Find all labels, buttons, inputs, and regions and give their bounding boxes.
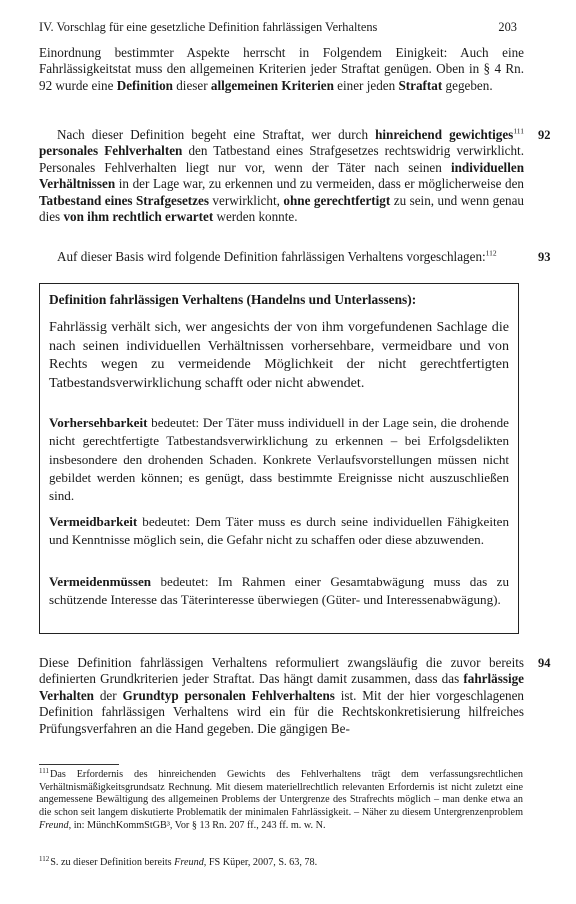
paragraph-2 xyxy=(39,127,524,225)
text-run: der xyxy=(94,687,123,703)
emphasis: ohne gerechtfertigt xyxy=(283,192,391,208)
definition-vermeidbarkeit xyxy=(49,513,509,550)
box-title: Definition fahrlässigen Verhaltens (Handelns und Unterlassens): xyxy=(49,292,417,307)
text-run: Nach dieser Definition begeht eine Straftat, wer durch xyxy=(57,127,376,142)
text-run: zu sein, und wenn genau dies xyxy=(39,192,524,225)
text-run: den Tatbestand eines Strafgesetzes rechtswidrig verwirklicht. Personales Fehlverhalten liegt nur vor, wenn der Täter nach seinen xyxy=(39,143,524,175)
margin-number-93: 93 xyxy=(538,250,551,264)
running-header xyxy=(39,20,517,35)
footnote-author: Freund, xyxy=(174,857,207,868)
footnote-text: S. zu dieser Definition bereits xyxy=(50,857,175,868)
paragraph-3 xyxy=(39,249,524,265)
definition-text: bedeutet: Der Täter muss individuell in der Lage sein, die drohende nicht gerechtfertigte Tatbestandsverwirklichung zu erkennen – bei Erfolgsdelikten insbesondere den drohenden Schaden. Konkrete Verlaufsvorstellungen müssen nicht gebildet werden können; es genügt, dass bestimmte Ereignisse nicht auszuschließen sind. xyxy=(49,415,509,504)
emphasis: von ihm rechtlich erwartet xyxy=(63,209,214,225)
emphasis: personales Fehlverhalten xyxy=(39,143,183,159)
definition-vorhersehbarkeit xyxy=(49,414,509,505)
text-run: verwirklicht, xyxy=(208,192,284,208)
box-lead-definition: Fahrlässig verhält sich, wer angesichts der von ihm vorgefundenen Sachlage die nach seinen individuellen Verhältnissen vorhersehbare, vermeidbare und von Rechts wegen zu vermeidende Möglichkeit der nicht gerechtfertigten Tatbestandsverwirklichung schafft oder nicht abwendet. xyxy=(49,319,509,392)
emphasis: fahrlässige Verhalten xyxy=(39,671,524,703)
definition-text: bedeutet: Im Rahmen einer Gesamtabwägung muss das zu schützende Interesse das Täterinteresse überwiegen (Güter- und Interessenabwägung). xyxy=(49,574,509,608)
running-title: IV. Vorschlag für eine gesetzliche Definition fahrlässigen Verhaltens xyxy=(39,20,378,34)
emphasis: Tatbestand eines Strafgesetzes xyxy=(39,192,209,208)
text-run: dieser xyxy=(172,77,211,93)
footnote-mark: 112 xyxy=(39,854,50,863)
text-run: gegeben. xyxy=(442,77,493,93)
page-number: 203 xyxy=(498,20,517,34)
text-run: Diese Definition fahrlässigen Verhaltens reformuliert zwangsläufig die zuvor bereits definierten Grundkriterien jeder Straftat. Das hängt damit zusammen, dass das xyxy=(39,655,524,687)
margin-number-94: 94 xyxy=(538,656,551,670)
definition-term: Vorhersehbarkeit xyxy=(49,415,148,430)
definition-vermeidenmuessen xyxy=(49,573,509,610)
footnote-111 xyxy=(39,766,523,833)
emphasis: individuellen Verhältnissen xyxy=(39,159,524,192)
text-run: werden konnte. xyxy=(213,209,298,225)
emphasis: Straftat xyxy=(398,77,443,93)
footnote-text: Das Erfordernis des hinreichenden Gewichts des Fehlverhaltens trägt dem verfassungsrechtlichen Verhältnismäßigkeitsgrundsatz Rechnung. Mit diesem materiellrechtlich relevanten Erfordernis ist nicht zuletzt eine angemessene Bewältigung des allgemeinen Problems der Untergrenze des Strafrechts möglich – man denke etwa an die schon seit langem diskutierte Problematik der minimalen Fahrlässigkeit. – Näher zu diesem Untergrenzenproblem xyxy=(39,769,523,819)
footnote-text: FS Küper, 2007, S. 63, 78. xyxy=(206,857,318,868)
definition-term: Vermeidenmüssen xyxy=(49,574,152,589)
definition-box xyxy=(39,283,519,634)
emphasis: Grundtyp personalen Fehlverhaltens xyxy=(122,687,335,703)
emphasis: hinreichend gewichtiges xyxy=(375,127,514,142)
footnote-mark: 111 xyxy=(39,766,49,775)
text-run: einer jeden xyxy=(333,77,399,93)
footnote-text: in: MünchKommStGB³, Vor § 13 Rn. 207 ff., 243 ff. m. w. N. xyxy=(71,819,326,831)
footnote-ref-112[interactable]: 112 xyxy=(485,248,497,258)
text-run: ist. Mit der hier vorgeschlagenen Definition fahrlässigen Verhaltens wird ein für die Rechtskonkretisierung hilfreiches Prüfungsverfahren an die Hand gegeben. Die gängigen Be- xyxy=(39,687,524,736)
paragraph-4 xyxy=(39,655,524,737)
emphasis: allgemeinen Kriterien xyxy=(210,77,334,93)
footnote-ref-111[interactable]: 111 xyxy=(513,126,525,136)
paragraph-1 xyxy=(39,45,524,94)
text-run: Auf dieser Basis wird folgende Definition fahrlässigen Verhaltens vorgeschlagen: xyxy=(57,249,486,264)
definition-term: Vermeidbarkeit xyxy=(49,514,138,529)
text-run: in der Lage war, zu erkennen und zu vermeiden, dass er möglicherweise den xyxy=(115,176,524,192)
emphasis: Definition xyxy=(116,77,173,93)
definition-text: bedeutet: Dem Täter muss es durch seine individuellen Fähigkeiten und Kenntnisse möglich sein, die Gefahr nicht zu schaffen oder diese abzuwenden. xyxy=(49,514,509,548)
margin-number-92: 92 xyxy=(538,128,551,142)
footnote-112 xyxy=(39,854,523,870)
footnote-rule xyxy=(39,764,119,765)
footnote-author: Freund, xyxy=(39,819,72,831)
text-run: Einordnung bestimmter Aspekte herrscht in Folgendem Einigkeit: Auch eine Fahrlässigkeitstat muss den allgemeinen Kriterien jeder Straftat genügen. Oben in § 4 Rn. 92 wurde eine xyxy=(39,45,524,93)
